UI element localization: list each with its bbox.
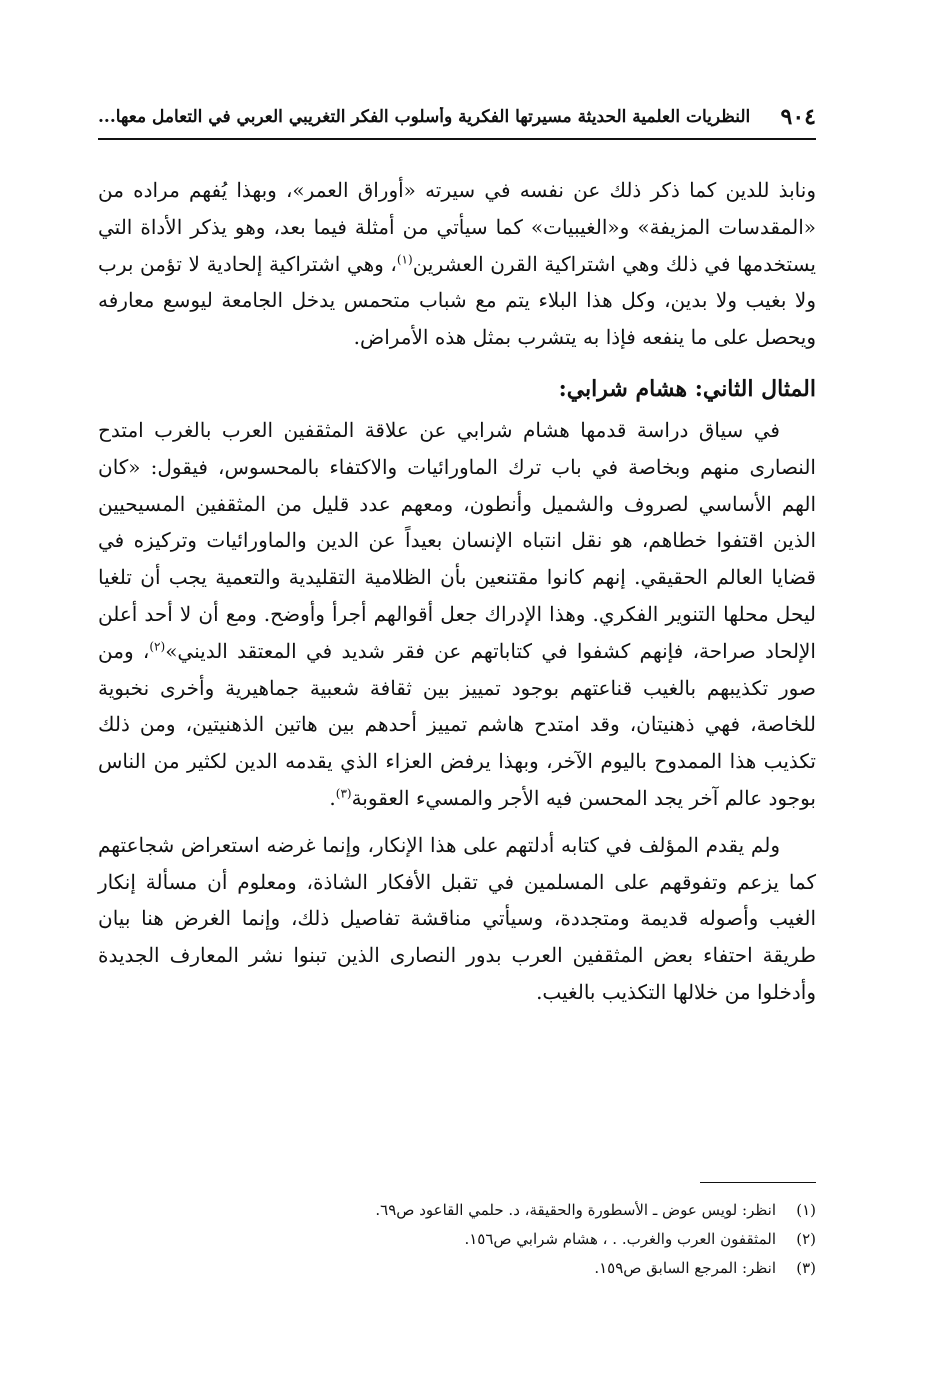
paragraph-2-part-b: ، ومن صور تكذيبهم بالغيب قناعتهم بوجود تمييز بين ثقافة شعبية جماهيرية وأخرى نخبوية للخاصة، فهي ذهنيتان، وقد امتدح هاشم تمييز أحدهم بين هاتين الذهنيتين، ومن ذلك تكذيب هذا الممدوح باليوم الآخر، وبهذا يرفض العزاء الذي يقدمه الدين لكثير من الناس بوجود عالم آخر يجد المحسن فيه الأجر والمسيء العقوبة	[98, 638, 816, 810]
footnote-ref-3[interactable]: (٣)	[335, 786, 352, 801]
paragraph-2-part-a: في سياق دراسة قدمها هشام شرابي عن علاقة المثقفين العرب بالغرب امتدح النصارى منهم وبخاصة في باب ترك الماورائيات والاكتفاء بالمحسوس، فيقول: «كان الهم الأساسي لصروف والشميل وأنطون، ومعهم عدد قليل من المثقفين المسيحيين الذين اقتفوا خطاهم، هو نقل انتباه الإنسان بعيداً عن الدين والماورائيات وتركيزه في قضايا العالم الحقيقي. إنهم كانوا مقتنعين بأن الظلامية التقليدية والتعمية يجب أن تلغيا ليحل محلها التنوير الفكري. وهذا الإدراك جعل أقوالهم أجرأ وأوضح. ومع أن لا أحد أعلن الإلحاد صراحة، فإنهم كشفوا في كتاباتهم عن فقر شديد في المعتقد الديني»	[98, 417, 816, 663]
footnote-ref-2[interactable]: (٢)	[149, 639, 166, 654]
paragraph-1-part-a: ونابذ للدين كما ذكر ذلك عن نفسه في سيرته «أوراق العمر»، وبهذا يُفهم مراده من «المقدسات المزيفة» و«الغيبيات» كما سيأتي من أمثلة فيما بعد، وهو يذكر الأداة التي يستخدمها في ذلك وهي اشتراكية القرن العشرين	[98, 178, 816, 276]
footnote-text: انظر: لويس عوض ـ الأسطورة والحقيقة، د. حلمي القاعود ص٦٩.	[375, 1201, 776, 1219]
paragraph-1	[98, 172, 816, 356]
body-text	[98, 172, 816, 1011]
paragraph-gap	[98, 817, 816, 827]
paragraph-2	[98, 412, 816, 817]
paragraph-3: ولم يقدم المؤلف في كتابه أدلتهم على هذا الإنكار، وإنما غرضه استعراض شجاعتهم كما يزعم وتفوقهم على المسلمين في تقبل الأفكار الشاذة، ومعلوم أن مسألة إنكار الغيب وأصوله قديمة ومتجددة، وسيأتي مناقشة تفاصيل ذلك، وإنما الغرض هنا بيان طريقة احتفاء بعض المثقفين العرب بدور النصارى الذين تبنوا نشر المعارف الجديدة وأدخلوا من خلالها التكذيب بالغيب.	[98, 832, 816, 1004]
paragraph-1-part-b: ، وهي اشتراكية إلحادية لا تؤمن برب ولا بغيب ولا بدين، وكل هذا البلاء يتم مع شباب متحمس يدخل الجامعة ليوسع معارفه ويحصل على ما ينفعه فإذا به يتشرب بمثل هذه الأمراض.	[98, 251, 816, 350]
footnote-ref-1[interactable]: (١)	[396, 251, 413, 266]
footnote-text: المثقفون العرب والغرب. . ، هشام شرابي ص١٥٦.	[464, 1230, 776, 1248]
footnote-2	[98, 1225, 816, 1254]
paragraph-2-part-c: .	[329, 785, 336, 810]
footnote-divider	[700, 1182, 816, 1183]
footnote-number: (١)	[796, 1201, 816, 1219]
running-header	[98, 100, 816, 134]
footnote-text: انظر: المرجع السابق ص١٥٩.	[594, 1259, 776, 1277]
footnote-number: (٣)	[796, 1259, 816, 1277]
running-title: النظريات العلمية الحديثة مسيرتها الفكرية وأسلوب الفكر التغريبي العربي في التعامل معها...	[98, 107, 751, 127]
footnote-3	[98, 1254, 816, 1283]
footnotes	[98, 1196, 816, 1283]
section-heading: المثال الثاني: هشام شرابي:	[558, 375, 816, 402]
page-number: ٩٠٤	[780, 104, 816, 130]
footnote-1	[98, 1196, 816, 1225]
footnote-number: (٢)	[796, 1230, 816, 1248]
header-divider	[98, 138, 816, 140]
